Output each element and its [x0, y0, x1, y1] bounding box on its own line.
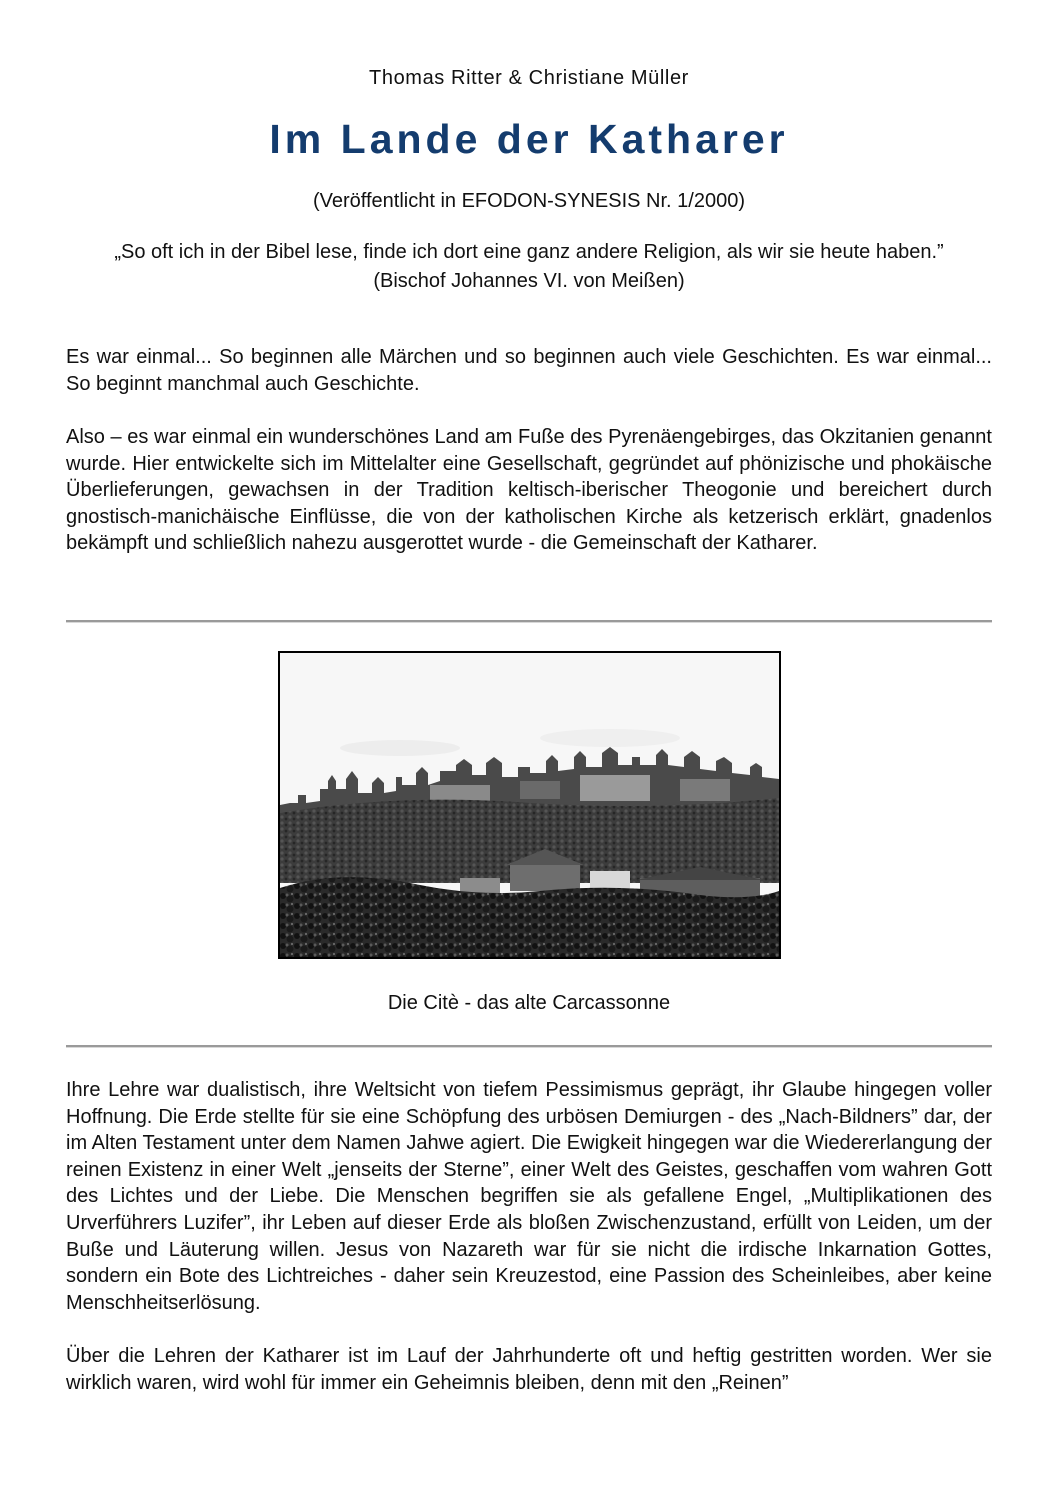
epigraph-attribution: (Bischof Johannes VI. von Meißen)	[373, 270, 685, 292]
divider-top	[66, 620, 992, 623]
paragraph-intro: Es war einmal... So beginnen alle Märchen und so beginnen auch viele Geschichten. Es war einmal... So beginnt manchmal auch Geschichte.	[66, 346, 992, 395]
publication-note: (Veröffentlicht in EFODON-SYNESIS Nr. 1/2000)	[312, 190, 746, 212]
photo-caption: Die Citè - das alte Carcassonne	[387, 992, 671, 1014]
divider-bottom	[66, 1045, 992, 1048]
paragraph-okzitanien: Also – es war einmal ein wunderschönes Land am Fuße des Pyrenäengebirges, das Okzitanien genannt wurde. Hier entwickelte sich im Mittelalter eine Gesellschaft, gegründet auf phönizische und phokäische Überlieferungen, gewachsen in der Tradition keltisch-iberischer Theogonie und bereichert durch gnostisch-manichäische Einflüsse, die von der katholischen Kirche als ketzerisch erklärt, gnadenlos bekämpft und schließlich nahezu ausgerottet wurde - die Gemeinschaft der Katharer.	[66, 426, 992, 555]
page-title: Im Lande der Katharer	[269, 116, 789, 162]
paragraph-lehre: Ihre Lehre war dualistisch, ihre Weltsicht von tiefem Pessimismus geprägt, ihr Glaube hingegen voller Hoffnung. Die Erde stellte für sie eine Schöpfung des urbösen Demiurgen - des „Nach-Bildners” dar, der im Alten Testament unter dem Namen Jahwe agiert. Die Ewigkeit hingegen war die Wiedererlangung der reinen Existenz in einer Welt „jenseits der Sterne”, einer Welt des Geistes, geschaffen vom wahren Gott des Lichtes und der Liebe. Die Menschen begriffen sie als gefallene Engel, „Multiplikationen des Urverführers Luzifer”, ihr Leben auf dieser Erde als bloßen Zwischenzustand, erfüllt von Leiden, um der Buße und Läuterung willen. Jesus von Nazareth war für sie nicht die irdische Inkarnation Gottes, sondern ein Bote des Lichtreiches - daher sein Kreuzestod, eine Passion des Scheinleibes, aber keine Menschheitserlösung.	[66, 1079, 992, 1314]
author-line: Thomas Ritter & Christiane Müller	[369, 67, 689, 89]
castle-landscape-image	[280, 653, 779, 957]
paragraph-ueber-lehren: Über die Lehren der Katharer ist im Lauf der Jahrhunderte oft und heftig gestritten worden. Wer sie wirklich waren, wird wohl für immer ein Geheimnis bleiben, denn mit den „Reinen”	[66, 1345, 992, 1394]
epigraph-quote: „So oft ich in der Bibel lese, finde ich dort eine ganz andere Religion, als wir sie heute haben.”	[114, 241, 944, 263]
epigraph	[80, 238, 978, 296]
carcassonne-photo	[278, 651, 781, 959]
